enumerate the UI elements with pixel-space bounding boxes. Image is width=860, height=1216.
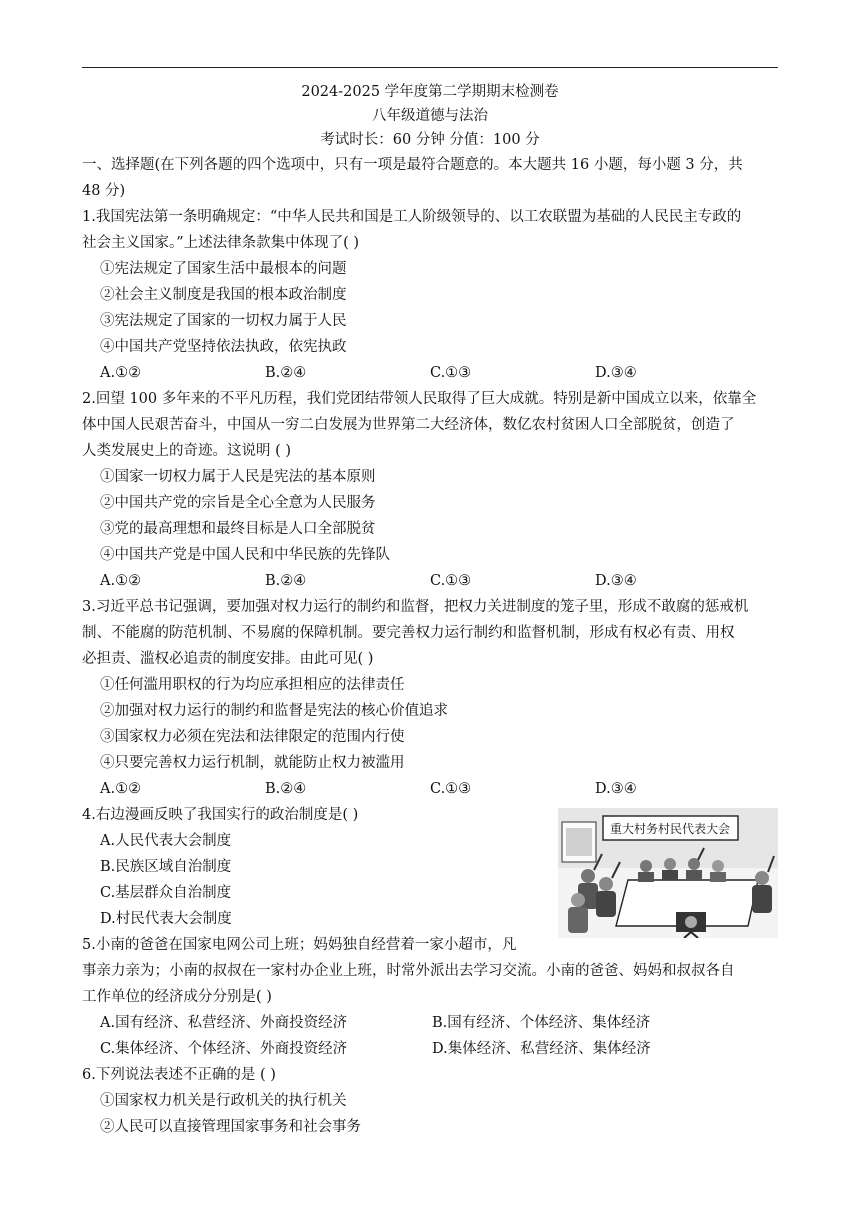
exam-header [82,80,778,152]
q2-option-a[interactable]: A.①② [100,573,142,589]
q2-item: ③党的最高理想和最终目标是人口全部脱贫 [100,521,376,537]
q2-item: ①国家一切权力属于人民是宪法的基本原则 [100,469,376,485]
q3-option-c[interactable]: C.①③ [430,781,472,797]
q2-option-d[interactable]: D.③④ [595,573,637,589]
q6-stem: 6.下列说法表述不正确的是 ( ) [82,1067,276,1083]
q1-item: ③宪法规定了国家的一切权力属于人民 [100,313,347,329]
exam-title: 2024-2025 学年度第二学期期末检测卷 [301,84,559,100]
q3-stem: 3.习近平总书记强调，要加强对权力运行的制约和监督，把权力关进制度的笼子里，形成不敢腐的惩戒机 [82,599,749,615]
q1-item: ②社会主义制度是我国的根本政治制度 [100,287,347,303]
q5-stem-cont: 事亲力亲为；小南的叔叔在一家村办企业上班，时常外派出去学习交流。小南的爸爸、妈妈和叔叔各自 [82,963,735,979]
meeting-cartoon [558,808,778,938]
q5-option-a[interactable]: A.国有经济、私营经济、外商投资经济 [100,1015,348,1031]
exam-meta: 考试时长：60 分钟 分值：100 分 [320,132,540,148]
q4-option-a[interactable]: A.人民代表大会制度 [100,833,232,849]
q3-option-d[interactable]: D.③④ [595,781,637,797]
q5-option-d[interactable]: D.集体经济、私营经济、集体经济 [432,1041,651,1057]
q6-item: ②人民可以直接管理国家事务和社会事务 [100,1119,361,1135]
q2-stem: 2.回望 100 多年来的不平凡历程，我们党团结带领人民取得了巨大成就。特别是新中国成立以来，依靠全 [82,391,757,407]
q6-item: ①国家权力机关是行政机关的执行机关 [100,1093,347,1109]
q2-options [82,568,778,594]
q4-option-d[interactable]: D.村民代表大会制度 [100,911,232,927]
section-intro: 一、选择题(在下列各题的四个选项中，只有一项是最符合题意的。本大题共 16 小题，每小题 3 分，共 [82,157,743,173]
q5-option-c[interactable]: C.集体经济、个体经济、外商投资经济 [100,1041,348,1057]
q4-option-c[interactable]: C.基层群众自治制度 [100,885,232,901]
q2-stem-cont: 人类发展史上的奇迹。这说明 ( ) [82,443,292,459]
section-intro-cont: 48 分) [82,183,126,199]
q4-stem: 4.右边漫画反映了我国实行的政治制度是( ) [82,807,359,823]
q1-option-a[interactable]: A.①② [100,365,142,381]
q2-stem-cont: 体中国人民艰苦奋斗，中国从一穷二白发展为世界第二大经济体，数亿农村贫困人口全部脱贫，创造了 [82,417,735,433]
exam-subject: 八年级道德与法治 [372,108,488,124]
q3-stem-cont: 必担责、滥权必追责的制度安排。由此可见( ) [82,651,374,667]
q4-option-b[interactable]: B.民族区域自治制度 [100,859,232,875]
q3-option-a[interactable]: A.①② [100,781,142,797]
q2-item: ④中国共产党是中国人民和中华民族的先锋队 [100,547,390,563]
q5-stem: 5.小南的爸爸在国家电网公司上班；妈妈独自经营着一家小超市，凡 [82,937,517,953]
exam-body [82,152,778,1140]
q3-item: ②加强对权力运行的制约和监督是宪法的核心价值追求 [100,703,448,719]
q5-options [82,1010,778,1062]
q3-stem-cont: 制、不能腐的防范机制、不易腐的保障机制。要完善权力运行制约和监督机制，形成有权必有责、用权 [82,625,735,641]
q5-stem-cont: 工作单位的经济成分分别是( ) [82,989,272,1005]
top-rule [82,67,778,68]
q2-item: ②中国共产党的宗旨是全心全意为人民服务 [100,495,376,511]
q1-option-d[interactable]: D.③④ [595,365,637,381]
q1-options [82,360,778,386]
q5-option-b[interactable]: B.国有经济、个体经济、集体经济 [432,1015,651,1031]
q2-option-c[interactable]: C.①③ [430,573,472,589]
cartoon-banner-text: 重大村务村民代表大会 [609,822,731,836]
q3-item: ③国家权力必须在宪法和法律限定的范围内行使 [100,729,405,745]
q3-item: ①任何滥用职权的行为均应承担相应的法律责任 [100,677,405,693]
q1-option-c[interactable]: C.①③ [430,365,472,381]
q1-stem-cont: 社会主义国家。”上述法律条款集中体现了( ) [82,235,360,251]
q4-block [82,802,778,958]
q3-options [82,776,778,802]
q1-item: ①宪法规定了国家生活中最根本的问题 [100,261,347,277]
q2-option-b[interactable]: B.②④ [265,573,307,589]
q1-stem: 1.我国宪法第一条明确规定：“中华人民共和国是工人阶级领导的、以工农联盟为基础的人民民主专政的 [82,209,742,225]
q1-option-b[interactable]: B.②④ [265,365,307,381]
q1-item: ④中国共产党坚持依法执政，依宪执政 [100,339,347,355]
q3-option-b[interactable]: B.②④ [265,781,307,797]
q3-item: ④只要完善权力运行机制，就能防止权力被滥用 [100,755,405,771]
